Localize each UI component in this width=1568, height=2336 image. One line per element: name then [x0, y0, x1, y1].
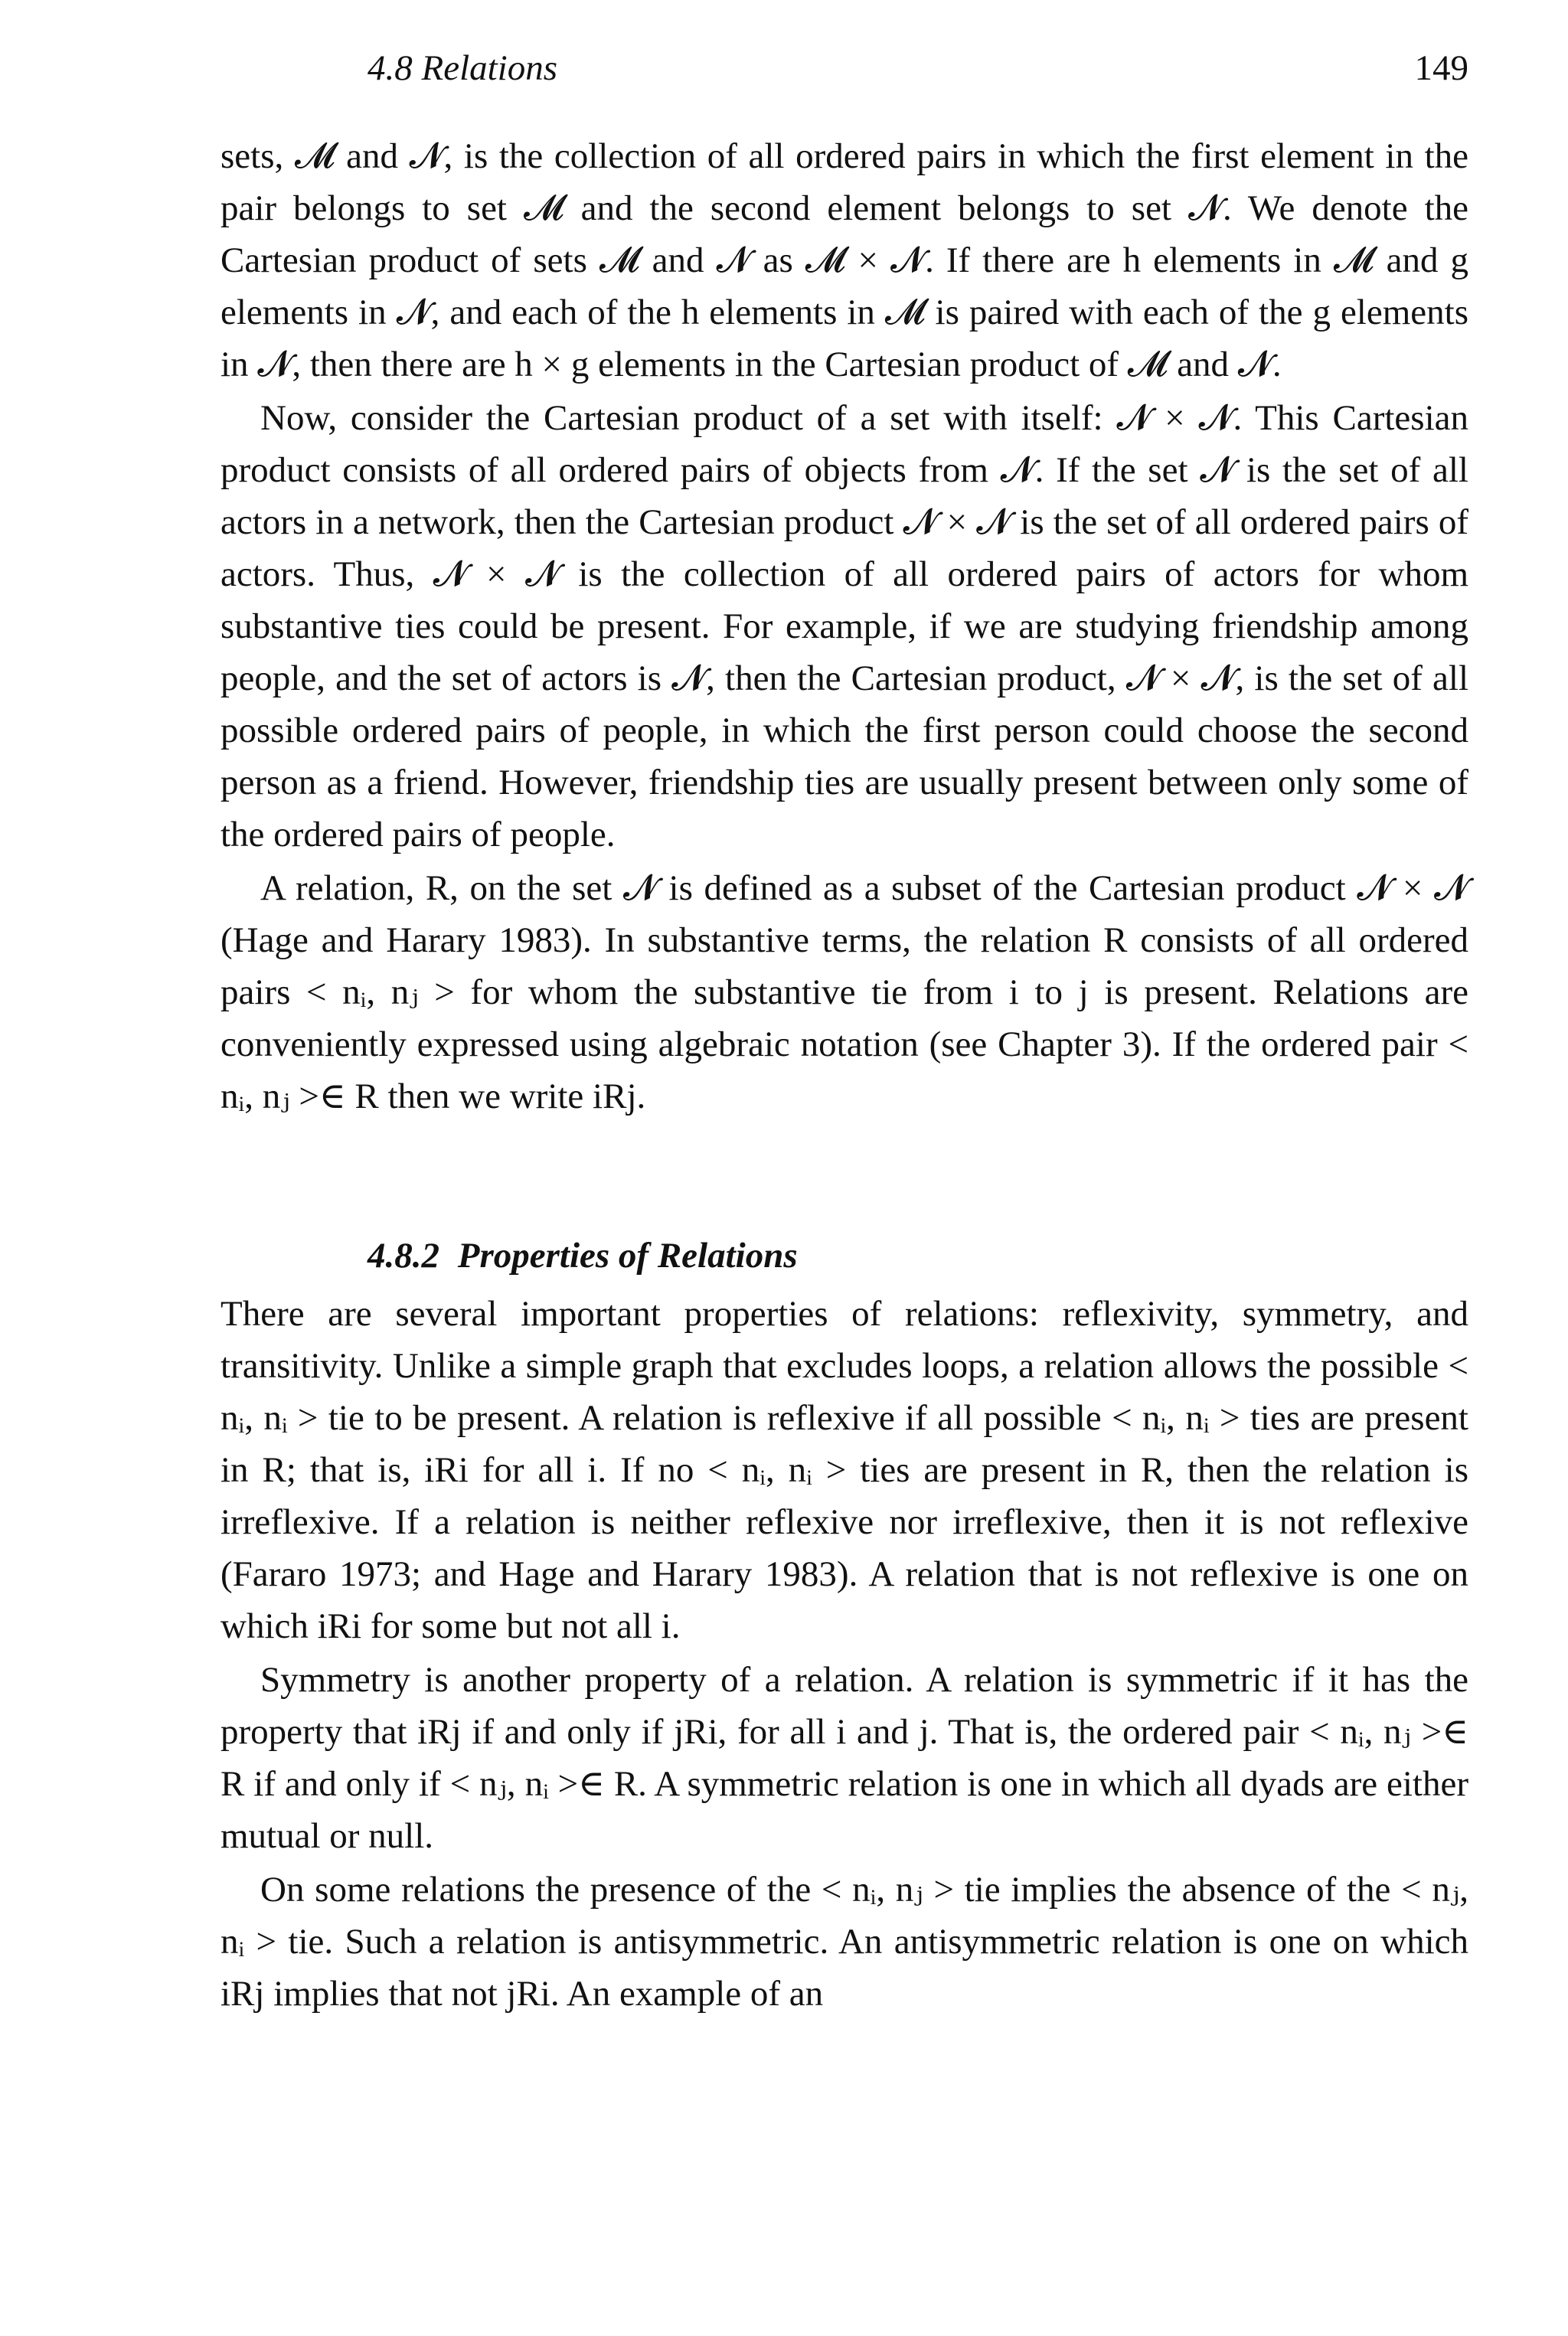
- body-text: [220, 130, 1468, 2020]
- section-heading-number: 4.8.2: [368, 1236, 439, 1276]
- section-heading: [368, 1230, 1468, 1282]
- paragraph-antisymmetry: On some relations the presence of the < nᵢ, nⱼ > tie implies the absence of the < nⱼ, nᵢ > tie. Such a relation is antisymmetric. An antisymmetric relation is one on which iRj implies that not jRi. An example of an: [220, 1870, 1468, 2014]
- running-head: [220, 47, 1468, 93]
- paragraph-relation-definition: A relation, R, on the set 𝓝 is defined as a subset of the Cartesian product 𝓝 × 𝓝 (Hage and Harary 1983). In substantive terms, the relation R consists of all ordered pairs < nᵢ, nⱼ > for whom the substantive tie from i to j is present. Relations are conveniently expressed using algebraic notation (see Chapter 3). If the ordered pair < nᵢ, nⱼ >∈ R then we write iRj.: [220, 868, 1468, 1116]
- paragraph-symmetry: Symmetry is another property of a relation. A relation is symmetric if it has the property that iRj if and only if jRi, for all i and j. That is, the ordered pair < nᵢ, nⱼ >∈ R if and only if < nⱼ, nᵢ >∈ R. A symmetric relation is one in which all dyads are either mutual or null.: [220, 1660, 1468, 1856]
- section-heading-title: Properties of Relations: [457, 1236, 798, 1276]
- paragraph-set-with-itself: Now, consider the Cartesian product of a set with itself: 𝓝 × 𝓝. This Cartesian product consists of all ordered pairs of objects from 𝓝. If the set 𝓝 is the set of all actors in a network, then the Cartesian product 𝓝 × 𝓝 is the set of all ordered pairs of actors. Thus, 𝓝 × 𝓝 is the collection of all ordered pairs of actors for whom substantive ties could be present. For example, if we are studying friendship among people, and the set of actors is 𝓝, then the Cartesian product, 𝓝 × 𝓝, is the set of all possible ordered pairs of people, in which the first person could choose the second person as a friend. However, friendship ties are usually present between only some of the ordered pairs of people.: [220, 398, 1468, 854]
- paragraph-cartesian-product: sets, 𝓜 and 𝓝, is the collection of all ordered pairs in which the first element in the pair belongs to set 𝓜 and the second element belongs to set 𝓝. We denote the Cartesian product of sets 𝓜 and 𝓝 as 𝓜 × 𝓝. If there are h elements in 𝓜 and g elements in 𝓝, and each of the h elements in 𝓜 is paired with each of the g elements in 𝓝, then there are h × g elements in the Cartesian product of 𝓜 and 𝓝.: [220, 136, 1468, 384]
- running-head-section: 4.8 Relations: [368, 48, 558, 88]
- paragraph-reflexivity: There are several important properties of relations: reflexivity, symmetry, and transitivity. Unlike a simple graph that excludes loops, a relation allows the possible < nᵢ, nᵢ > tie to be present. A relation is reflexive if all possible < nᵢ, nᵢ > ties are present in R; that is, iRi for all i. If no < nᵢ, nᵢ > ties are present in R, then the relation is irreflexive. If a relation is neither reflexive nor irreflexive, then it is not reflexive (Fararo 1973; and Hage and Harary 1983). A relation that is not reflexive is one on which iRi for some but not all i.: [220, 1294, 1468, 1646]
- page-number: 149: [1414, 48, 1468, 88]
- book-page: [220, 0, 1468, 2336]
